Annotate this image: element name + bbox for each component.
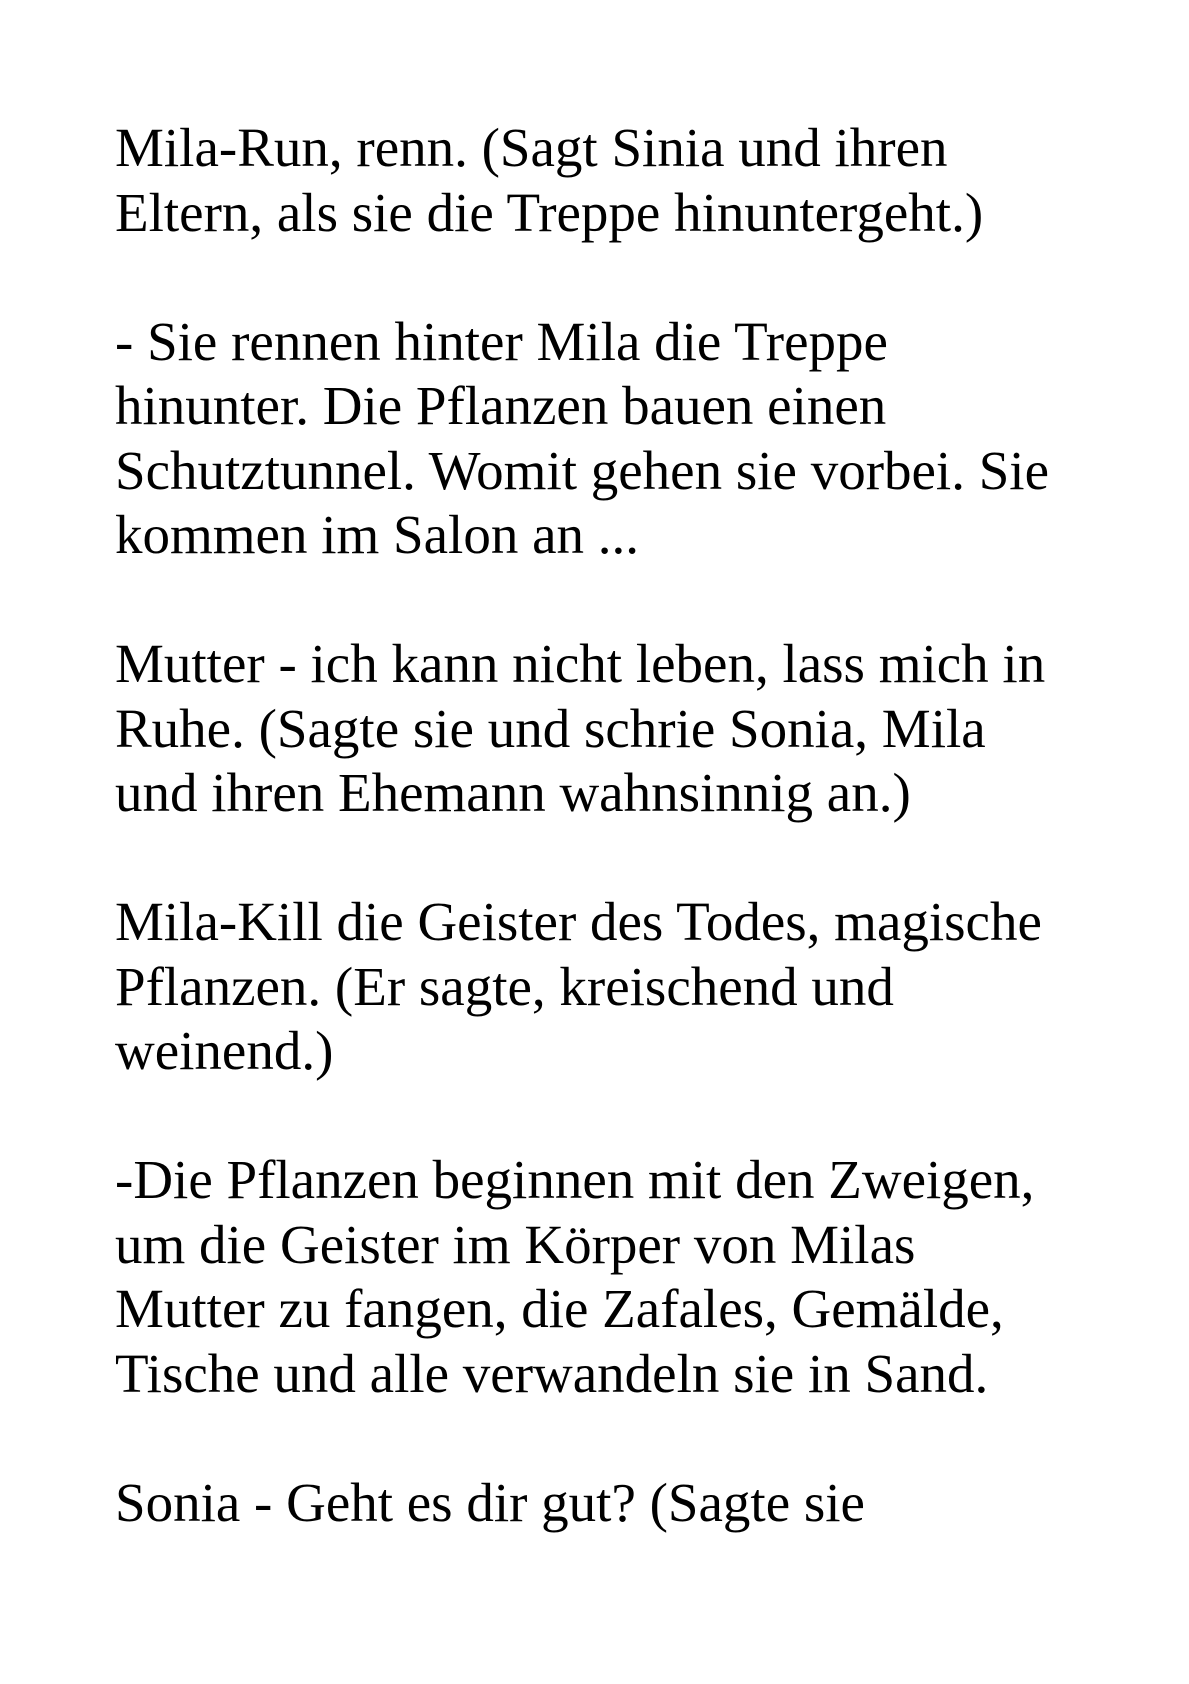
text-line: und ihren Ehemann wahnsinnig an.): [115, 762, 911, 823]
paragraph-6: [115, 1471, 1115, 1536]
paragraph-5: [115, 1148, 1115, 1406]
text-line: Sonia - Geht es dir gut? (Sagte sie: [115, 1471, 865, 1533]
text-line: Schutztunnel. Womit gehen sie vorbei. Sie: [115, 439, 1049, 501]
text-line: Mutter - ich kann nicht leben, lass mich in: [115, 633, 1046, 694]
text-line: - Sie rennen hinter Mila die Treppe: [115, 310, 888, 372]
text-line: weinend.): [115, 1020, 334, 1081]
text-line: Mutter zu fangen, die Zafales, Gemälde,: [115, 1278, 1004, 1339]
paragraph-4: [115, 890, 1115, 1084]
text-line: Ruhe. (Sagte sie und schrie Sonia, Mila: [115, 697, 986, 759]
paragraph-2: [115, 310, 1115, 568]
paragraph-3: [115, 632, 1115, 826]
text-line: Pflanzen. (Er sagte, kreischend und: [115, 955, 894, 1017]
document-body: [115, 116, 1115, 1600]
text-line: hinunter. Die Pflanzen bauen einen: [115, 375, 887, 436]
text-line: kommen im Salon an ...: [115, 504, 639, 565]
paragraph-1: [115, 116, 1115, 245]
text-line: -Die Pflanzen beginnen mit den Zweigen,: [115, 1149, 1035, 1210]
text-line: Eltern, als sie die Treppe hinuntergeht.): [115, 181, 984, 243]
text-line: Mila-Run, renn. (Sagt Sinia und ihren: [115, 117, 948, 178]
text-line: Mila-Kill die Geister des Todes, magische: [115, 891, 1042, 952]
text-line: Tische und alle verwandeln sie in Sand.: [115, 1342, 989, 1404]
text-line: um die Geister im Körper von Milas: [115, 1213, 916, 1275]
